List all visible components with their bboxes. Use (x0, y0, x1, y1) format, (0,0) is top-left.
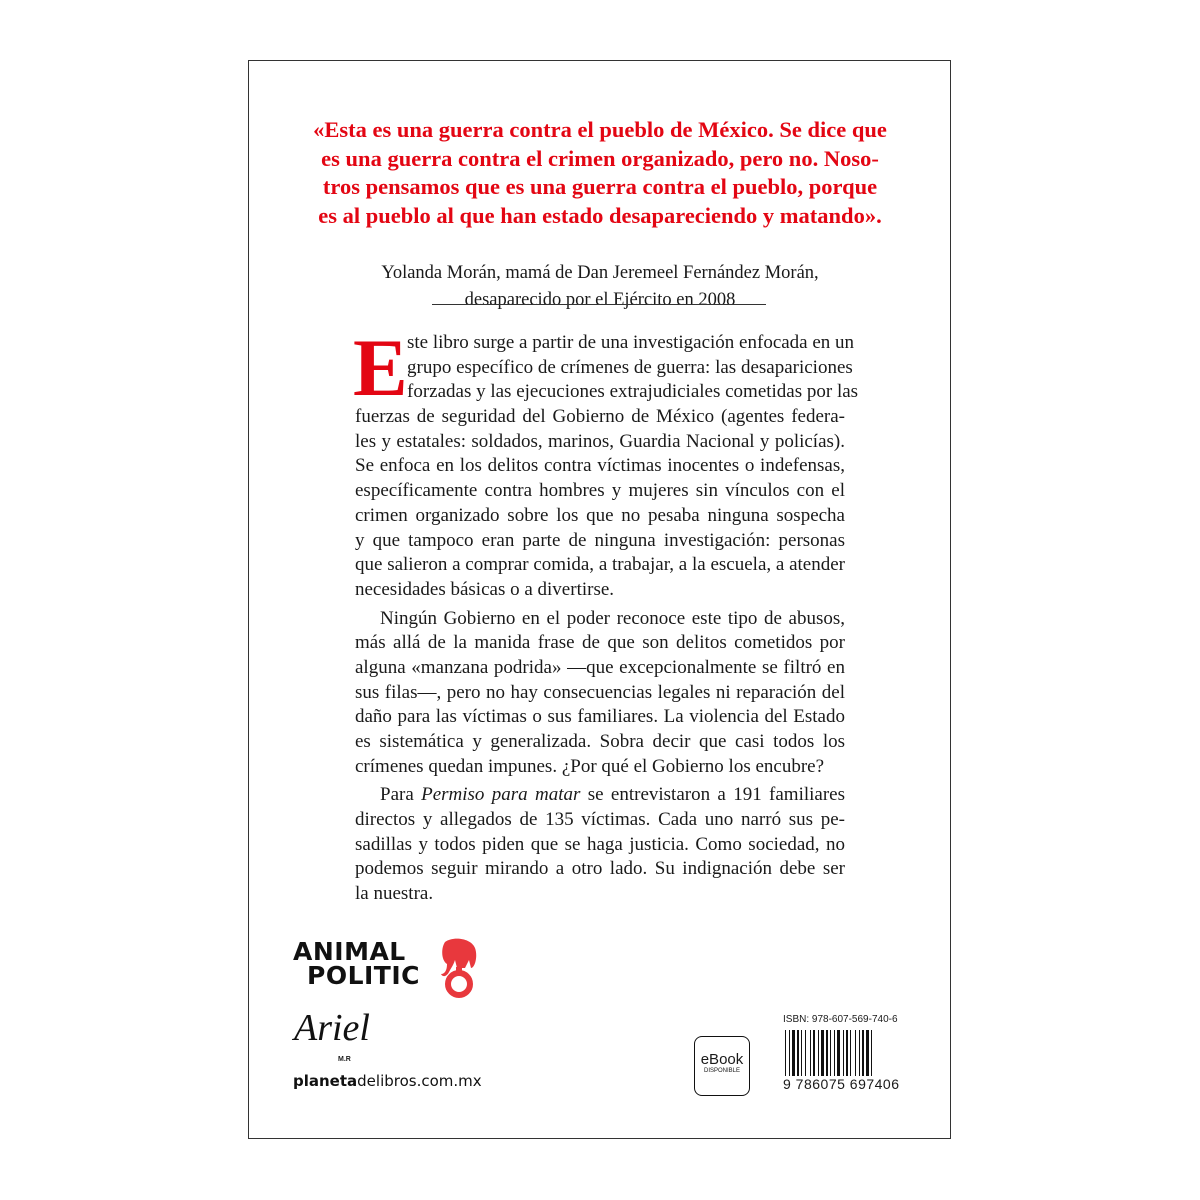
synopsis (353, 322, 859, 911)
paragraph-line: fuerzas de seguridad del Gobierno de México (agentes federa- (355, 406, 845, 428)
paragraph-line: más allá de la manida frase de que son delitos cometidos por (355, 632, 845, 654)
paragraph-line: sadillas y todos piden que se haga justicia. Como sociedad, no (355, 833, 845, 855)
logo-text: POLITIC (307, 961, 421, 990)
quote-line: tros pensamos que es una guerra contra el pueblo, porque (322, 174, 878, 200)
paragraph-3 (355, 783, 845, 906)
barcode-bar (792, 1030, 795, 1076)
paragraph-line: podemos seguir mirando a otro lado. Su indignación debe ser (355, 858, 845, 880)
quote-line: es al pueblo al que han estado desapareciendo y matando». (318, 203, 882, 229)
paragraph-line: necesidades básicas o a divertirse. (355, 578, 615, 600)
paragraph-line: grupo específico de crímenes de guerra: las desapariciones (407, 356, 853, 378)
barcode (785, 1030, 895, 1076)
paragraph-line: daño para las víctimas o sus familiares. La violencia del Estado (355, 706, 845, 728)
paragraph-line (355, 783, 845, 808)
website-link[interactable] (293, 1072, 482, 1090)
barcode-bar (846, 1030, 848, 1076)
paragraph-1 (353, 322, 859, 603)
barcode-bar (850, 1030, 851, 1076)
paragraph-line: crimen organizado sobre los que no pesaba ninguna sospecha (355, 504, 845, 526)
ebook-label: eBook (700, 1051, 744, 1068)
paragraph-line: forzadas y las ejecuciones extrajudiciales cometidas por las (407, 381, 859, 403)
barcode-bar (821, 1030, 824, 1076)
book-title: Permiso para matar (421, 784, 581, 806)
text: .com.mx (416, 1072, 482, 1090)
barcode-bar (871, 1030, 872, 1076)
paragraph-line: directos y allegados de 135 víctimas. Cada uno narró sus pe- (355, 809, 845, 831)
barcode-bar (855, 1030, 856, 1076)
quote-line: es una guerra contra el crimen organizado, pero no. Noso- (321, 145, 879, 171)
paragraph-line: que salieron a comprar comida, a trabajar, a la escuela, a atender (355, 554, 845, 576)
barcode-bar (813, 1030, 815, 1076)
ebook-badge (694, 1036, 750, 1096)
paragraph-line: les y estatales: soldados, marinos, Guardia Nacional y policías). (355, 430, 845, 452)
text: se entrevistaron a 191 familiares (580, 784, 845, 806)
barcode-bar (789, 1030, 790, 1076)
isbn: ISBN: 978-607-569-740-6 (783, 1014, 898, 1025)
barcode-bar (834, 1030, 835, 1076)
animal-politico-logo (293, 937, 421, 990)
text: delibros (357, 1072, 417, 1090)
barcode-bar (785, 1030, 786, 1076)
ariel-mark: M.R (338, 1056, 351, 1063)
quote-line: «Esta es una guerra contra el pueblo de México. Se dice que (313, 117, 887, 142)
barcode-bar (797, 1030, 799, 1076)
logo-text: ANIMAL (293, 937, 406, 966)
paragraph-line: alguna «manzana podrida» —que excepcionalmente se filtró en (355, 656, 845, 678)
paragraph-line: y que tampoco eran parte de ninguna investigación: personas (355, 529, 845, 551)
barcode-bar (818, 1030, 819, 1076)
elephant-icon (431, 938, 479, 1000)
barcode-bar (862, 1030, 864, 1076)
barcode-bar (805, 1030, 806, 1076)
barcode-bar (810, 1030, 811, 1076)
barcode-bar (843, 1030, 844, 1076)
barcode-number: 9 786075 697406 (783, 1076, 900, 1092)
text: Para (380, 784, 422, 806)
barcode-bar (859, 1030, 860, 1076)
paragraph-line: ste libro surge a partir de una investigación enfocada en un (407, 332, 855, 353)
paragraph-line: es sistemática y generalizada. Sobra decir que casi todos los (355, 731, 845, 752)
paragraph-line: la nuestra. (355, 883, 434, 905)
paragraph-line: Se enfoca en los delitos contra víctimas inocentes o indefensas, (355, 455, 845, 477)
barcode-bar (837, 1030, 840, 1076)
attribution-line: desaparecido por el Ejército en 2008 (464, 290, 736, 310)
paragraph-2 (355, 607, 845, 780)
paragraph-line: crímenes quedan impunes. ¿Por qué el Gobierno los encubre? (355, 755, 825, 777)
barcode-bar (801, 1030, 802, 1076)
paragraph-line: específicamente contra hombres y mujeres sin vínculos con el (355, 480, 845, 502)
barcode-bar (826, 1030, 828, 1076)
drop-cap: E (353, 322, 408, 413)
ariel-logo: Ariel (294, 1007, 370, 1049)
attribution-line: Yolanda Morán, mamá de Dan Jeremeel Fernández Morán, (381, 263, 819, 283)
quote-attribution (270, 260, 930, 314)
ebook-sublabel: DISPONIBLE (703, 1068, 740, 1074)
divider (432, 304, 766, 305)
paragraph-line: Ningún Gobierno en el poder reconoce este tipo de abusos, (380, 607, 845, 629)
barcode-bar (830, 1030, 831, 1076)
barcode-bar (866, 1030, 869, 1076)
text: planeta (293, 1072, 358, 1090)
pull-quote (270, 116, 930, 231)
paragraph-line: sus filas—, pero no hay consecuencias legales ni reparación del (355, 681, 845, 703)
